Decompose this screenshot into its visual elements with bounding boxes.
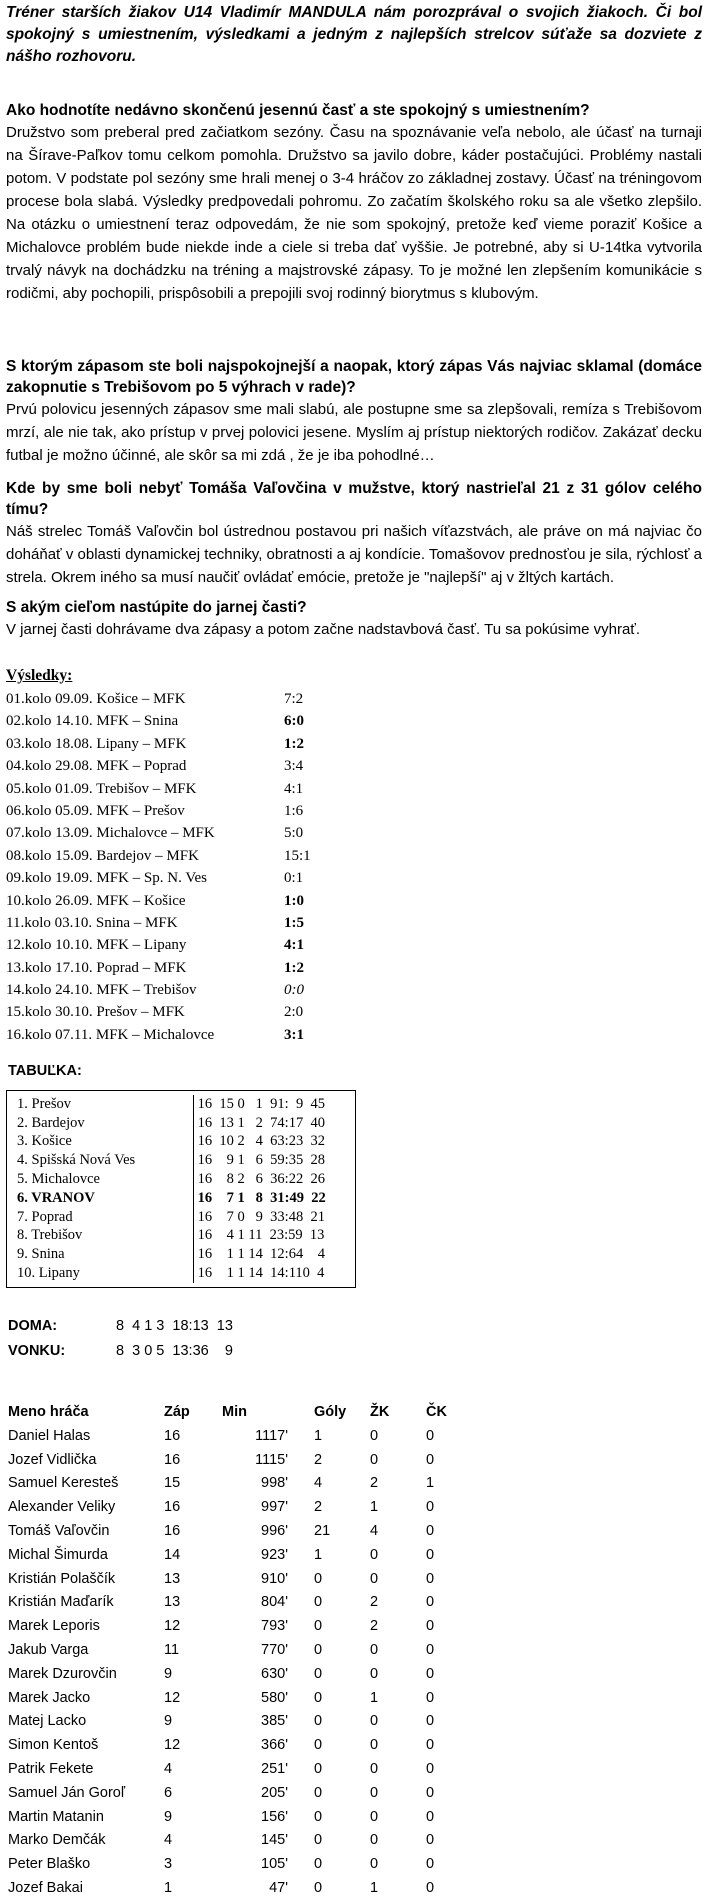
player-cell: 4: [164, 1761, 173, 1778]
player-cell: Patrik Fekete: [8, 1761, 94, 1778]
player-cell: 14: [164, 1546, 181, 1563]
standings-team: 1. Prešov: [17, 1095, 71, 1112]
player-cell: 1: [314, 1546, 323, 1563]
player-cell: 923': [261, 1546, 288, 1563]
result-match: 03.kolo 18.08. Lipany – MFK: [6, 735, 187, 752]
result-match: 16.kolo 07.11. MFK – Michalovce: [6, 1026, 215, 1043]
player-cell: 0: [426, 1523, 435, 1540]
standings-stats: 16 7 0 9 33:48 21: [193, 1208, 355, 1227]
result-match: 04.kolo 29.08. MFK – Poprad: [6, 758, 187, 775]
player-cell: Matej Lacko: [8, 1713, 87, 1730]
player-cell: 13: [164, 1594, 181, 1611]
standings-team: 5. Michalovce: [17, 1171, 100, 1188]
player-cell: 0: [314, 1880, 323, 1897]
player-cell: 0: [370, 1832, 379, 1849]
standings-team: 7. Poprad: [17, 1208, 73, 1225]
player-cell: 0: [314, 1665, 323, 1682]
player-cell: 4: [314, 1475, 323, 1492]
player-cell: 0: [426, 1618, 435, 1635]
intro-paragraph: Tréner starších žiakov U14 Vladimír MANDULA nám porozprával o svojich žiakoch. Či bol spokojný s umiestnením, výsledkami a jedným z najlepších strelcov súťaže sa dozviete z nášho rozhovoru.: [6, 4, 702, 65]
player-cell: Kristián Polaščík: [8, 1570, 116, 1587]
player-row: [8, 1472, 466, 1496]
player-cell: Jozef Bakai: [8, 1880, 83, 1897]
player-row: [8, 1686, 466, 1710]
result-match: 07.kolo 13.09. Michalovce – MFK: [6, 825, 215, 842]
player-cell: 793': [261, 1618, 288, 1635]
player-cell: 251': [261, 1761, 288, 1778]
player-cell: Peter Blaško: [8, 1856, 91, 1873]
player-cell: 0: [314, 1689, 323, 1706]
player-cell: 0: [370, 1808, 379, 1825]
player-cell: 13: [164, 1570, 181, 1587]
interview-question: Kde by sme boli nebyť Tomáša Vaľovčina v mužstve, ktorý nastrieľal 21 z 31 gólov celého tímu?: [6, 480, 702, 518]
standings-row: [15, 1170, 355, 1189]
player-cell: 0: [370, 1451, 379, 1468]
player-cell: 0: [370, 1665, 379, 1682]
player-cell: 47': [269, 1880, 288, 1897]
result-row: [6, 800, 344, 822]
player-cell: 0: [426, 1499, 435, 1516]
result-score: 4:1: [284, 780, 304, 797]
player-cell: 156': [261, 1808, 288, 1825]
standings-row: [15, 1133, 355, 1152]
player-cell: Jakub Varga: [8, 1642, 89, 1659]
player-cell: Daniel Halas: [8, 1427, 91, 1444]
player-header-row: [8, 1400, 466, 1424]
result-match: 12.kolo 10.10. MFK – Lipany: [6, 937, 187, 954]
result-row: [6, 688, 344, 710]
player-cell: 996': [261, 1523, 288, 1540]
player-cell: Simon Kentoš: [8, 1737, 99, 1754]
standings-stats: 16 10 2 4 63:23 32: [193, 1133, 355, 1152]
home-away-value: 8 4 1 3 18:13 13: [116, 1318, 233, 1334]
standings-row: [15, 1227, 355, 1246]
player-cell: 630': [261, 1665, 288, 1682]
player-cell: 4: [164, 1832, 173, 1849]
player-cell: 16: [164, 1499, 181, 1516]
interview-answer: Náš strelec Tomáš Vaľovčin bol ústrednou postavou pri našich víťazstvách, ale práve on má najviac čo doháňať v oblasti dynamickej techniky, obratnosti a aj kondície. Tomašovov prednosťou je sila, rýchlosť a strela. Okrem iného sa musí naučiť ovládať emócie, pretože je "najlepší" aj v žltých kartách.: [6, 523, 702, 586]
interview-question: S akým cieľom nastúpite do jarnej časti?: [6, 599, 307, 616]
player-cell: 12: [164, 1737, 181, 1754]
result-row: [6, 867, 344, 889]
player-row: [8, 1448, 466, 1472]
player-cell: 0: [426, 1880, 435, 1897]
result-score: 0:0: [284, 982, 304, 999]
table-title: TABUĽKA:: [8, 1063, 82, 1079]
home-away-label: DOMA:: [8, 1318, 58, 1334]
player-row: [8, 1424, 466, 1448]
column-header: ČK: [426, 1404, 447, 1420]
player-cell: 2: [370, 1594, 379, 1611]
player-cell: 0: [426, 1546, 435, 1563]
player-row: [8, 1638, 466, 1662]
player-cell: 0: [314, 1642, 323, 1659]
player-cell: 2: [370, 1475, 379, 1492]
interview-question: S ktorým zápasom ste boli najspokojnejší a naopak, ktorý zápas Vás najviac sklamal (domáce zakopnutie s Trebišovom po 5 výhrach v rade)?: [6, 358, 702, 396]
player-cell: Jozef Vidlička: [8, 1451, 97, 1468]
player-cell: 0: [314, 1808, 323, 1825]
player-cell: 15: [164, 1475, 181, 1492]
result-row: [6, 710, 344, 732]
player-cell: 2: [314, 1499, 323, 1516]
result-row: [6, 1024, 344, 1046]
player-cell: 0: [426, 1642, 435, 1659]
player-cell: Marek Dzurovčin: [8, 1665, 117, 1682]
result-row: [6, 890, 344, 912]
player-cell: 385': [261, 1713, 288, 1730]
player-cell: 2: [370, 1618, 379, 1635]
player-cell: 205': [261, 1784, 288, 1801]
column-header: Min: [222, 1404, 247, 1420]
standings-team: 4. Spišská Nová Ves: [17, 1152, 136, 1169]
player-cell: 0: [370, 1427, 379, 1444]
column-header: ŽK: [370, 1404, 390, 1420]
home-away-row: [8, 1339, 233, 1364]
result-score: 3:1: [284, 1026, 304, 1043]
result-score: 1:2: [284, 959, 304, 976]
player-cell: 0: [314, 1832, 323, 1849]
player-cell: 0: [426, 1451, 435, 1468]
player-cell: 997': [261, 1499, 288, 1516]
player-row: [8, 1876, 466, 1900]
result-row: [6, 957, 344, 979]
player-row: [8, 1519, 466, 1543]
standings-row: [15, 1264, 355, 1283]
results-list: [6, 688, 344, 1046]
standings-stats: 16 7 1 8 31:49 22: [193, 1189, 355, 1208]
player-cell: 16: [164, 1427, 181, 1444]
result-score: 4:1: [284, 937, 304, 954]
result-match: 01.kolo 09.09. Košice – MFK: [6, 691, 186, 707]
player-cell: 12: [164, 1618, 181, 1635]
player-cell: 0: [370, 1570, 379, 1587]
player-cell: 0: [370, 1784, 379, 1801]
player-cell: 998': [261, 1475, 288, 1492]
player-cell: 1: [164, 1880, 173, 1897]
interview-answer: V jarnej časti dohrávame dva zápasy a potom začne nadstavbová časť. Tu sa pokúsime vyhrať.: [6, 621, 641, 638]
player-cell: 804': [261, 1594, 288, 1611]
player-cell: 9: [164, 1808, 173, 1825]
player-cell: 580': [261, 1689, 288, 1706]
player-cell: Martin Matanin: [8, 1808, 104, 1825]
player-cell: 16: [164, 1451, 181, 1468]
player-cell: 9: [164, 1713, 173, 1730]
result-row: [6, 822, 344, 844]
player-cell: 0: [314, 1713, 323, 1730]
standings-team: 2. Bardejov: [17, 1114, 85, 1131]
result-score: 0:1: [284, 870, 304, 887]
standings-stats: 16 4 1 11 23:59 13: [193, 1227, 355, 1246]
player-cell: 0: [426, 1665, 435, 1682]
player-cell: 0: [314, 1594, 323, 1611]
player-cell: 2: [314, 1451, 323, 1468]
player-cell: 0: [314, 1784, 323, 1801]
player-cell: 0: [426, 1808, 435, 1825]
result-row: [6, 845, 344, 867]
player-cell: Michal Šimurda: [8, 1546, 108, 1563]
interview-block-1: [6, 100, 702, 305]
player-cell: 366': [261, 1737, 288, 1754]
player-row: [8, 1614, 466, 1638]
player-cell: 4: [370, 1523, 379, 1540]
player-cell: 0: [370, 1546, 379, 1563]
player-cell: 1115': [255, 1451, 288, 1468]
result-row: [6, 778, 344, 800]
player-cell: 0: [370, 1856, 379, 1873]
player-cell: 11: [164, 1642, 180, 1659]
result-score: 15:1: [284, 847, 311, 864]
standings-row: [15, 1245, 355, 1264]
standings-row: [15, 1189, 355, 1208]
result-row: [6, 934, 344, 956]
result-match: 15.kolo 30.10. Prešov – MFK: [6, 1004, 185, 1021]
result-score: 6:0: [284, 713, 304, 730]
player-cell: 0: [314, 1856, 323, 1873]
interview-block-3: [6, 478, 702, 589]
standings-team: 9. Snina: [17, 1246, 65, 1263]
player-row: [8, 1829, 466, 1853]
player-cell: 770': [261, 1642, 288, 1659]
player-cell: Marko Demčák: [8, 1832, 106, 1849]
player-cell: 0: [370, 1642, 379, 1659]
player-cell: 145': [261, 1832, 288, 1849]
standings-stats: 16 13 1 2 74:17 40: [193, 1114, 355, 1133]
player-cell: 0: [426, 1761, 435, 1778]
result-match: 10.kolo 26.09. MFK – Košice: [6, 892, 186, 909]
result-match: 13.kolo 17.10. Poprad – MFK: [6, 959, 187, 976]
result-row: [6, 733, 344, 755]
home-away-value: 8 3 0 5 13:36 9: [116, 1343, 233, 1359]
player-cell: 0: [314, 1618, 323, 1635]
standings-team: 6. VRANOV: [17, 1189, 95, 1206]
player-row: [8, 1591, 466, 1615]
standings-table: [6, 1090, 356, 1288]
player-cell: 12: [164, 1689, 181, 1706]
player-row: [8, 1781, 466, 1805]
standings-stats: 16 15 0 1 91: 9 45: [193, 1095, 355, 1114]
result-row: [6, 1001, 344, 1023]
standings-team: 8. Trebišov: [17, 1227, 83, 1244]
result-score: 1:6: [284, 802, 304, 819]
player-cell: 0: [370, 1737, 379, 1754]
standings-row: [15, 1208, 355, 1227]
player-cell: 3: [164, 1856, 173, 1873]
player-cell: 0: [426, 1570, 435, 1587]
player-cell: 9: [164, 1665, 173, 1682]
result-row: [6, 912, 344, 934]
player-cell: 0: [426, 1832, 435, 1849]
player-row: [8, 1757, 466, 1781]
home-away-row: [8, 1314, 233, 1339]
interview-answer: Prvú polovicu jesenných zápasov sme mali slabú, ale postupne sme sa zlepšovali, remíza s Trebišovom mrzí, ale nie tak, ako prístup v prvej polovici jesene. Myslím aj prístup niektorých rodičov. Zakázať decku futbal je možno účinné, ale skôr sa mi zdá , že je iba pohodlné…: [6, 401, 702, 464]
player-cell: Samuel Ján Goroľ: [8, 1784, 126, 1801]
result-score: 5:0: [284, 825, 304, 842]
column-header: Góly: [314, 1404, 347, 1420]
player-row: [8, 1710, 466, 1734]
player-cell: 0: [314, 1570, 323, 1587]
interview-block-2: [6, 356, 702, 467]
result-score: 1:0: [284, 892, 304, 909]
player-cell: 0: [426, 1856, 435, 1873]
player-cell: Samuel Keresteš: [8, 1475, 119, 1492]
result-score: 2:0: [284, 1004, 304, 1021]
player-cell: 0: [314, 1737, 323, 1754]
standings-team: 3. Košice: [17, 1133, 72, 1150]
player-cell: 0: [314, 1761, 323, 1778]
player-row: [8, 1662, 466, 1686]
interview-block-4: [6, 597, 702, 641]
player-row: [8, 1543, 466, 1567]
interview-answer: Družstvo som preberal pred začiatkom sezóny. Času na spoznávanie veľa nebolo, ale účasť na turnaji na Šírave-Paľkov tomu celkom pomohla. Družstvo sa javilo dobre, káder postačujúci. Problémy nastali potom. V podstate pol sezóny sme hrali menej o 3-4 hráčov zo základnej zostavy. Účasť na tréningovom procese bola slabá. Výsledky predpovedali pohromu. Zo začatím školského roku sa ale všetko zlepšilo. Na otázku o umiestnení teraz odpovedám, že nie som spokojný, pretože keď vieme poraziť Košice a Michalovce problém bude niekde inde a ciele si treba dať vyššie. Je potrebné, aby si U-14tka vytvorila trvalý návyk na dochádzku na tréning a majstrovské zápasy. To je možné len zlepšením komunikácie s rodičmi, aby pochopili, prispôsobili a prepojili svoj rodinný biorytmus s klubovým.: [6, 124, 702, 302]
result-row: [6, 979, 344, 1001]
player-cell: Marek Jacko: [8, 1689, 91, 1706]
home-away-summary: [8, 1314, 233, 1364]
result-score: 1:2: [284, 735, 304, 752]
player-cell: Marek Leporis: [8, 1618, 100, 1635]
player-cell: 0: [426, 1689, 435, 1706]
player-row: [8, 1495, 466, 1519]
standings-team: 10. Lipany: [17, 1265, 80, 1282]
result-match: 08.kolo 15.09. Bardejov – MFK: [6, 847, 199, 864]
result-score: 1:5: [284, 914, 304, 931]
player-row: [8, 1805, 466, 1829]
player-cell: 0: [426, 1594, 435, 1611]
result-match: 02.kolo 14.10. MFK – Snina: [6, 713, 179, 730]
result-score: 3:4: [284, 758, 304, 775]
result-score: 7:2: [284, 691, 304, 707]
result-match: 14.kolo 24.10. MFK – Trebišov: [6, 982, 197, 999]
player-cell: 0: [370, 1761, 379, 1778]
player-row: [8, 1852, 466, 1876]
home-away-label: VONKU:: [8, 1343, 66, 1359]
player-stats-table: [8, 1400, 466, 1900]
player-cell: 0: [426, 1427, 435, 1444]
column-header: Záp: [164, 1404, 190, 1420]
standings-stats: 16 8 2 6 36:22 26: [193, 1170, 355, 1189]
player-cell: 1117': [255, 1427, 288, 1444]
result-match: 05.kolo 01.09. Trebišov – MFK: [6, 780, 197, 797]
player-cell: Alexander Veliky: [8, 1499, 116, 1516]
player-cell: Kristián Maďarík: [8, 1594, 114, 1611]
player-row: [8, 1567, 466, 1591]
result-match: 09.kolo 19.09. MFK – Sp. N. Ves: [6, 870, 207, 887]
player-cell: 1: [370, 1689, 379, 1706]
player-row: [8, 1733, 466, 1757]
standings-row: [15, 1114, 355, 1133]
player-cell: 0: [426, 1784, 435, 1801]
standings-row: [15, 1095, 355, 1114]
player-cell: 1: [370, 1499, 379, 1516]
player-cell: 21: [314, 1523, 331, 1540]
player-cell: 0: [370, 1713, 379, 1730]
interview-question: Ako hodnotíte nedávno skončenú jesennú časť a ste spokojný s umiestnením?: [6, 102, 590, 119]
standings-stats: 16 1 1 14 12:64 4: [193, 1245, 355, 1264]
player-cell: 1: [370, 1880, 379, 1897]
player-cell: 910': [261, 1570, 288, 1587]
result-match: 06.kolo 05.09. MFK – Prešov: [6, 802, 185, 819]
result-row: [6, 755, 344, 777]
player-cell: 0: [426, 1737, 435, 1754]
player-cell: 105': [261, 1856, 288, 1873]
standings-stats: 16 1 1 14 14:110 4: [193, 1264, 355, 1283]
player-cell: 6: [164, 1784, 173, 1801]
result-match: 11.kolo 03.10. Snina – MFK: [6, 914, 178, 931]
standings-row: [15, 1151, 355, 1170]
results-title: Výsledky:: [6, 667, 73, 684]
player-cell: 1: [314, 1427, 323, 1444]
player-cell: 1: [426, 1475, 435, 1492]
player-cell: Tomáš Vaľovčin: [8, 1523, 110, 1540]
standings-stats: 16 9 1 6 59:35 28: [193, 1151, 355, 1170]
player-cell: 0: [426, 1713, 435, 1730]
player-cell: 16: [164, 1523, 181, 1540]
column-header: Meno hráča: [8, 1404, 89, 1420]
